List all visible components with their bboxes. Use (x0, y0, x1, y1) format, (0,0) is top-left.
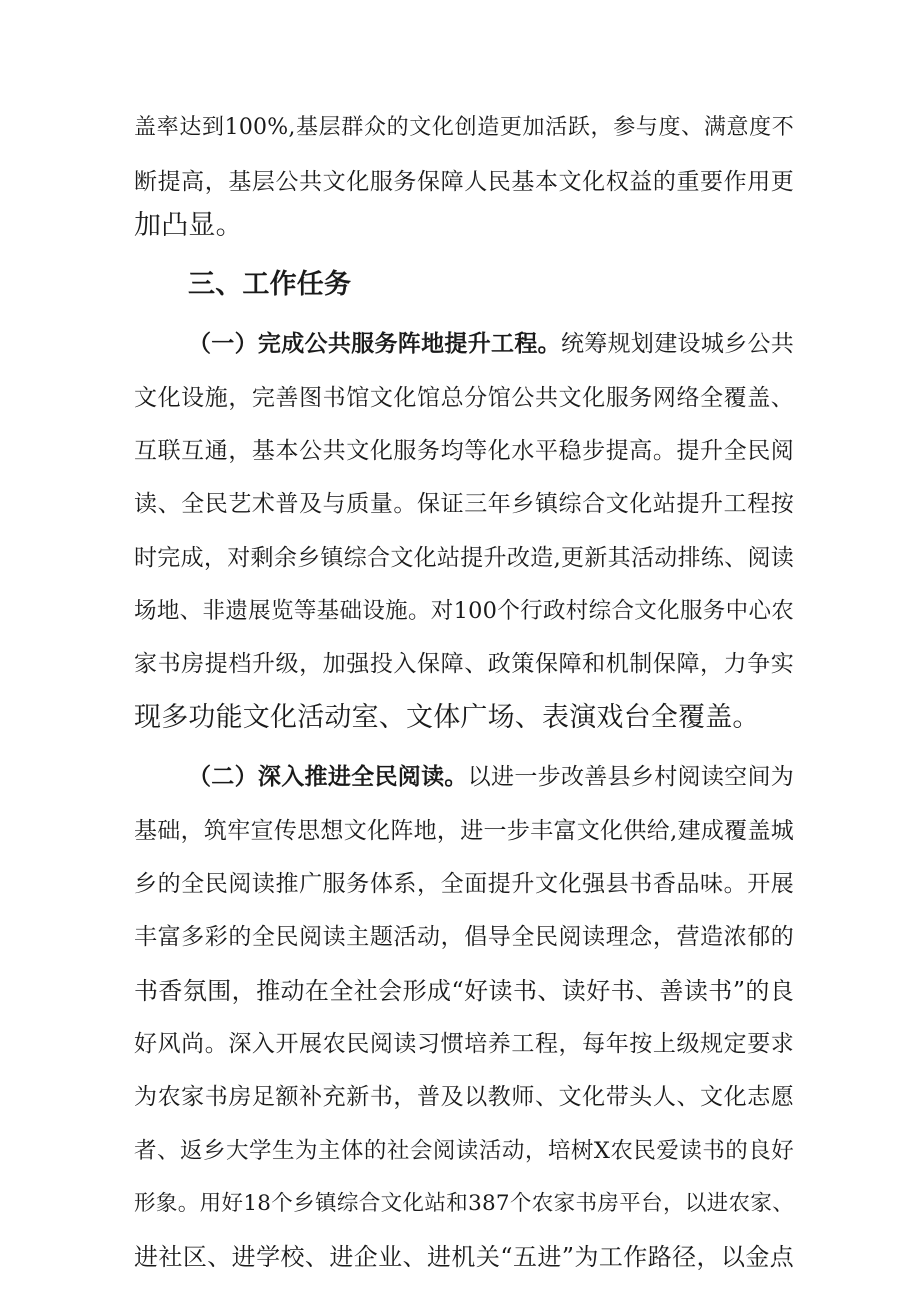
paragraph-line: 为农家书房足额补充新书，普及以教师、文化带头人、文化志愿 (134, 1084, 794, 1110)
paragraph-line (188, 760, 794, 794)
paragraph-line: 时完成，对剩余乡镇综合文化站提升改造,更新其活动排练、阅读 (134, 545, 794, 571)
paragraph-line: 文化设施，完善图书馆文化馆总分馆公共文化服务网络全覆盖、 (134, 385, 794, 411)
paragraph-line: 者、返乡大学生为主体的社会阅读活动，培树X农民爱读书的良好 (134, 1138, 794, 1164)
paragraph-text: 统筹规划建设城乡公共 (561, 331, 795, 357)
section-heading-text: 三、工作任务 (188, 269, 352, 300)
paragraph-line: 读、全民艺术普及与质量。保证三年乡镇综合文化站提升工程按 (134, 491, 794, 517)
paragraph-line: 形象。用好18个乡镇综合文化站和387个农家书房平台，以进农家、 (134, 1191, 794, 1216)
paragraph-line: 乡的全民阅读推广服务体系，全面提升文化强县书香品味。开展 (134, 871, 794, 897)
section-heading (188, 268, 488, 302)
paragraph-line: 现多功能文化活动室、文体广场、表演戏台全覆盖。 (134, 702, 760, 733)
paragraph-line: 基础，筑牢宣传思想文化阵地，进一步丰富文化供给,建成覆盖城 (134, 818, 794, 844)
paragraph-line: 进社区、进学校、进企业、进机关“五进”为工作路径，以金点 (134, 1243, 794, 1271)
paragraph-line: 好风尚。深入开展农民阅读习惯培养工程，每年按上级规定要求 (134, 1031, 794, 1057)
subsection-title: （一）完成公共服务阵地提升工程。 (188, 330, 561, 357)
paragraph-line: 加凸显。 (134, 210, 243, 241)
paragraph-line: 家书房提档升级，加强投入保障、政策保障和机制保障，力争实 (134, 651, 794, 677)
paragraph-line (188, 327, 794, 361)
paragraph-line: 书香氛围，推动在全社会形成“好读书、读好书、善读书”的良 (134, 977, 794, 1005)
subsection-title: （二）深入推进全民阅读。 (188, 763, 468, 790)
paragraph-line: 断提高，基层公共文化服务保障人民基本文化权益的重要作用更 (134, 169, 794, 195)
paragraph-line: 盖率达到100%,基层群众的文化创造更加活跃，参与度、满意度不 (134, 115, 794, 140)
paragraph-text: 以进一步改善县乡村阅读空间为 (467, 764, 794, 790)
paragraph-line: 互联互通，基本公共文化服务均等化水平稳步提高。提升全民阅 (134, 438, 794, 464)
paragraph-line: 场地、非遗展览等基础设施。对100个行政村综合文化服务中心农 (134, 598, 794, 624)
paragraph-line: 丰富多彩的全民阅读主题活动，倡导全民阅读理念，营造浓郁的 (134, 924, 794, 950)
